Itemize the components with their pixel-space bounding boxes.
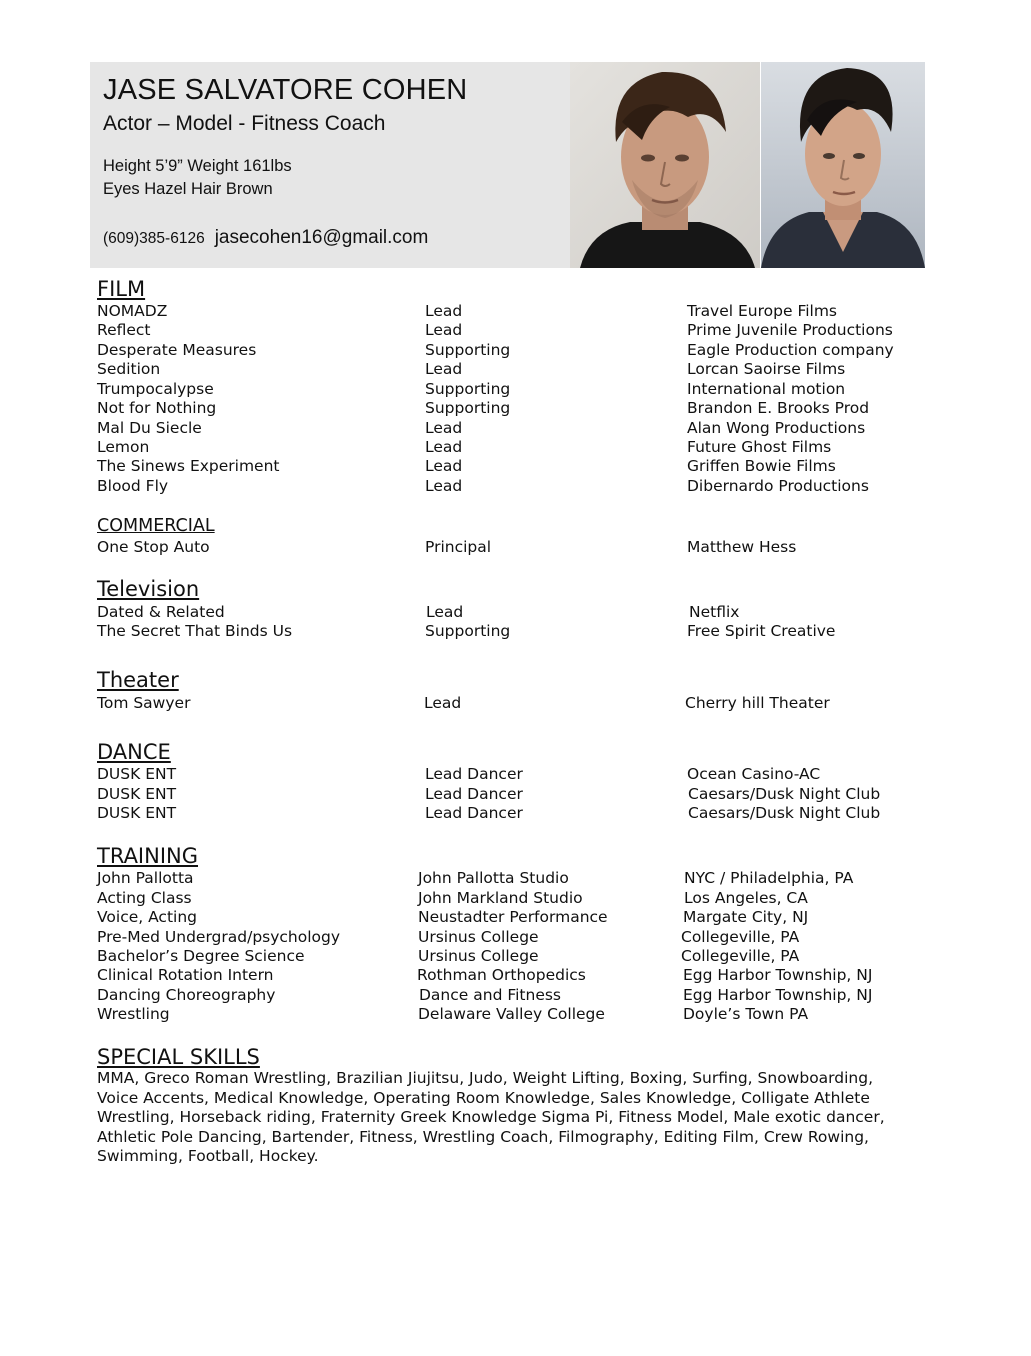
email-address[interactable]: jasecohen16@gmail.com <box>214 227 429 248</box>
course: John Pallotta <box>97 869 194 887</box>
institution: Ursinus College <box>418 928 539 946</box>
height-weight: Height 5’9” Weight 161lbs <box>103 157 292 175</box>
location: Egg Harbor Township, NJ <box>683 986 873 1004</box>
role: Lead <box>425 419 463 437</box>
course: Wrestling <box>97 1005 170 1023</box>
company: DUSK ENT <box>97 785 177 803</box>
skills-line: MMA, Greco Roman Wrestling, Brazilian Jiujitsu, Judo, Weight Lifting, Boxing, Surfing, Snowboarding, <box>97 1069 874 1087</box>
dance-row <box>0 785 1031 805</box>
theater-heading: Theater <box>97 668 179 692</box>
location: Collegeville, PA <box>681 947 800 965</box>
production-company: Dibernardo Productions <box>687 477 869 495</box>
venue: Caesars/Dusk Night Club <box>688 785 881 803</box>
project-title: Not for Nothing <box>97 399 217 417</box>
institution: Rothman Orthopedics <box>417 966 586 984</box>
production-company: Matthew Hess <box>687 538 797 556</box>
resume-header <box>90 62 572 268</box>
production-company: Future Ghost Films <box>687 438 832 456</box>
production-company: Netflix <box>689 603 740 621</box>
course: Pre-Med Undergrad/psychology <box>97 928 341 946</box>
film-row <box>0 457 1031 477</box>
course: Dancing Choreography <box>97 986 276 1004</box>
role: Lead <box>426 603 464 621</box>
location: Collegeville, PA <box>681 928 800 946</box>
institution: Neustadter Performance <box>418 908 608 926</box>
project-title: One Stop Auto <box>97 538 210 556</box>
course: Bachelor’s Degree Science <box>97 947 305 965</box>
actor-titles: Actor – Model - Fitness Coach <box>103 112 386 135</box>
course: Clinical Rotation Intern <box>97 966 274 984</box>
production-company: Eagle Production company <box>687 341 894 359</box>
project-title: Dated & Related <box>97 603 225 621</box>
production-company: Lorcan Saoirse Films <box>687 360 846 378</box>
film-heading: FILM <box>97 277 146 301</box>
production-company: International motion <box>687 380 846 398</box>
location: Egg Harbor Township, NJ <box>683 966 873 984</box>
role: Lead <box>425 321 463 339</box>
location: NYC / Philadelphia, PA <box>684 869 854 887</box>
company: DUSK ENT <box>97 804 177 822</box>
role: Principal <box>425 538 492 556</box>
contact-line <box>103 227 428 249</box>
television-row <box>0 622 1031 642</box>
production-company: Alan Wong Productions <box>687 419 866 437</box>
dance-row <box>0 765 1031 785</box>
eyes-hair: Eyes Hazel Hair Brown <box>103 180 273 198</box>
institution: Delaware Valley College <box>418 1005 605 1023</box>
role: Lead <box>425 360 463 378</box>
production-company: Brandon E. Brooks Prod <box>687 399 870 417</box>
production-company: Travel Europe Films <box>687 302 838 320</box>
project-title: The Secret That Binds Us <box>97 622 293 640</box>
role: Lead <box>425 438 463 456</box>
training-heading: TRAINING <box>97 844 199 868</box>
project-title: Lemon <box>97 438 150 456</box>
project-title: Blood Fly <box>97 477 169 495</box>
film-row <box>0 360 1031 380</box>
skills-line: Wrestling, Horseback riding, Fraternity Greek Knowledge Sigma Pi, Fitness Model, Male exotic dancer, <box>97 1108 885 1127</box>
training-row <box>0 1005 1031 1025</box>
film-row <box>0 321 1031 341</box>
project-title: The Sinews Experiment <box>97 457 280 475</box>
course: Voice, Acting <box>97 908 198 926</box>
headshot-photo-2 <box>761 62 925 268</box>
skills-line: Swimming, Football, Hockey. <box>97 1147 319 1166</box>
training-row <box>0 966 1031 986</box>
role: Lead Dancer <box>425 804 523 822</box>
skills-line: Athletic Pole Dancing, Bartender, Fitness, Wrestling Coach, Filmography, Editing Film, Crew Rowing, <box>97 1127 869 1146</box>
location: Margate City, NJ <box>683 908 809 926</box>
role: Lead <box>425 457 463 475</box>
film-row <box>0 302 1031 322</box>
project-title: Reflect <box>97 321 151 339</box>
special-skills-text <box>97 1069 927 1167</box>
role: Supporting <box>425 622 511 640</box>
dance-row <box>0 804 1031 824</box>
training-row <box>0 889 1031 909</box>
actor-name: JASE SALVATORE COHEN <box>103 74 468 106</box>
role: Lead <box>425 302 463 320</box>
production-company: Griffen Bowie Films <box>687 457 836 475</box>
film-row <box>0 341 1031 361</box>
project-title: NOMADZ <box>97 302 168 320</box>
training-row <box>0 947 1031 967</box>
film-row <box>0 438 1031 458</box>
training-row <box>0 908 1031 928</box>
venue: Caesars/Dusk Night Club <box>688 804 881 822</box>
commercial-heading: COMMERCIAL <box>97 516 215 536</box>
project-title: Trumpocalypse <box>97 380 214 398</box>
dance-heading: DANCE <box>97 740 171 764</box>
film-row <box>0 419 1031 439</box>
role: Supporting <box>425 341 511 359</box>
skills-line: Voice Accents, Medical Knowledge, Operating Room Knowledge, Sales Knowledge, Colligate Athlete <box>97 1088 870 1107</box>
role: Lead <box>425 477 463 495</box>
location: Los Angeles, CA <box>684 889 808 907</box>
institution: Dance and Fitness <box>419 986 562 1004</box>
headshot-photo-1 <box>570 62 760 268</box>
television-heading: Television <box>97 577 200 601</box>
project-title: Desperate Measures <box>97 341 257 359</box>
institution: Ursinus College <box>418 947 539 965</box>
film-row <box>0 399 1031 419</box>
production-company: Cherry hill Theater <box>685 694 830 712</box>
training-row <box>0 986 1031 1006</box>
training-row <box>0 928 1031 948</box>
film-row <box>0 380 1031 400</box>
venue: Ocean Casino-AC <box>687 765 821 783</box>
production-company: Prime Juvenile Productions <box>687 321 893 339</box>
project-title: Sedition <box>97 360 161 378</box>
theater-row <box>0 694 1031 714</box>
role: Lead <box>424 694 462 712</box>
special-skills-heading: SPECIAL SKILLS <box>97 1045 260 1069</box>
phone-number: (609)385-6126 <box>103 230 205 247</box>
institution: John Pallotta Studio <box>418 869 569 887</box>
television-row <box>0 603 1031 623</box>
role: Lead Dancer <box>425 785 523 803</box>
role: Supporting <box>425 380 511 398</box>
commercial-row <box>0 538 1031 558</box>
role: Lead Dancer <box>425 765 523 783</box>
institution: John Markland Studio <box>418 889 583 907</box>
training-row <box>0 869 1031 889</box>
role: Supporting <box>425 399 511 417</box>
company: DUSK ENT <box>97 765 177 783</box>
project-title: Mal Du Siecle <box>97 419 202 437</box>
location: Doyle’s Town PA <box>683 1005 809 1023</box>
project-title: Tom Sawyer <box>97 694 191 712</box>
production-company: Free Spirit Creative <box>687 622 836 640</box>
course: Acting Class <box>97 889 192 907</box>
film-row <box>0 477 1031 497</box>
